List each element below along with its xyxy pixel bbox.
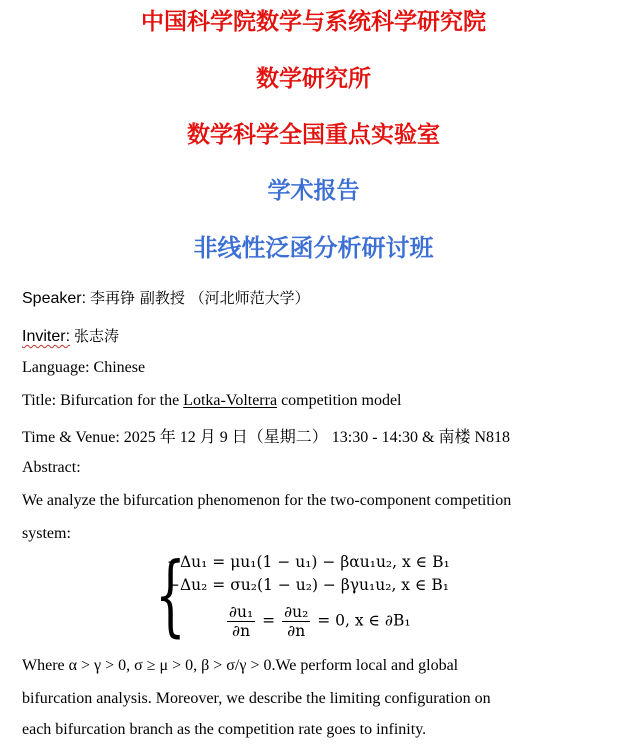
equation-2: −Δu₂ = σu₂(1 − u₂) − βγu₁u₂, x ∈ B₁	[167, 576, 449, 594]
fraction-2	[282, 603, 310, 640]
venue-line	[22, 424, 510, 447]
equals-sign: =	[262, 611, 276, 630]
speaker-line	[22, 287, 310, 308]
report-type-heading: 学术报告	[267, 177, 360, 204]
abstract-label: Abstract:	[22, 459, 81, 476]
equation-3	[225, 603, 411, 640]
venue-label: Time & Venue:	[22, 429, 120, 446]
department-heading: 数学研究所	[256, 65, 371, 92]
institute-heading: 中国科学院数学与系统科学研究院	[141, 8, 486, 35]
title-line	[22, 392, 401, 410]
fraction-2-numerator: ∂u₂	[284, 603, 309, 621]
equation-system	[155, 543, 485, 646]
abstract-line-4: bifurcation analysis. Moreover, we describe the limiting configuration on	[22, 690, 491, 707]
abstract-line-2: system:	[22, 525, 71, 542]
title-value-underlined: Lotka-Volterra	[183, 392, 278, 409]
title-value-before: Bifurcation for the	[60, 392, 184, 409]
equation-3-rest: = 0, x ∈ ∂B₁	[317, 611, 411, 630]
equation-1: −Δu₁ = μu₁(1 − u₁) − βαu₁u₂, x ∈ B₁	[167, 553, 450, 571]
inviter-label: Inviter:	[22, 328, 71, 345]
language-label: Language:	[22, 359, 90, 376]
abstract-line-5: each bifurcation branch as the competition rate goes to infinity.	[22, 721, 427, 738]
speaker-label: Speaker:	[22, 290, 87, 307]
language-value: Chinese	[93, 359, 146, 376]
abstract-where-line: Where α > γ > 0, σ ≥ μ > 0, β > σ/γ > 0.We perform local and global	[22, 657, 459, 674]
venue-value: 2025 年 12 月 9 日（星期二） 13:30 - 14:30 & 南楼 N818	[123, 429, 511, 446]
fraction-1	[227, 603, 255, 640]
seminar-heading: 非线性泛函分析研讨班	[193, 233, 434, 262]
lab-heading: 数学科学全国重点实验室	[187, 121, 440, 148]
left-brace: {	[155, 543, 186, 646]
speaker-value: 李再铮 副教授 （河北师范大学）	[90, 289, 310, 307]
fraction-1-numerator: ∂u₁	[229, 603, 254, 621]
fraction-1-denominator: ∂n	[232, 622, 251, 640]
title-value-after: competition model	[277, 392, 402, 409]
abstract-line-1: We analyze the bifurcation phenomenon for the two-component competition	[22, 492, 512, 509]
fraction-2-denominator: ∂n	[287, 622, 306, 640]
inviter-value: 张志涛	[74, 327, 120, 345]
inviter-line	[22, 325, 119, 346]
language-line	[22, 359, 145, 377]
title-label: Title:	[22, 392, 57, 409]
